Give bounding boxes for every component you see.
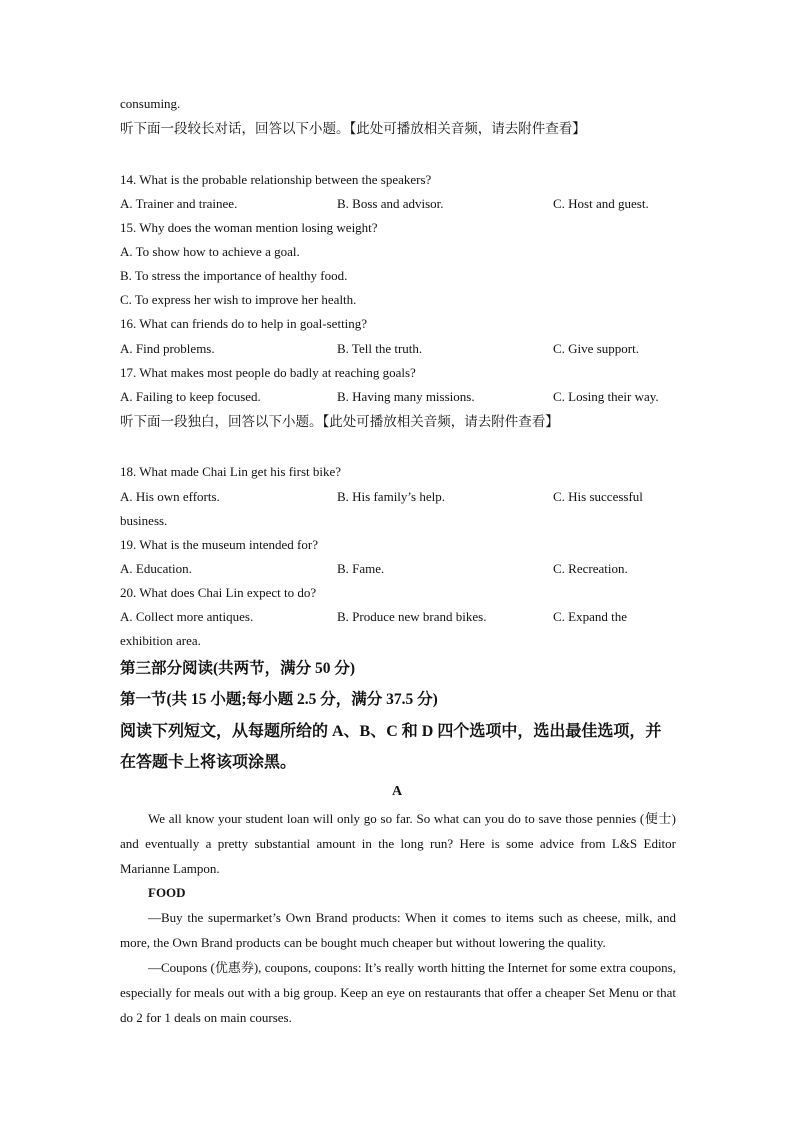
question-18: 18. What made Chai Lin get his first bike?: [120, 464, 342, 479]
section1-title: 第一节(共 15 小题;每小题 2.5 分，满分 37.5 分): [120, 691, 438, 708]
q19-option-a: A. Education.: [120, 561, 192, 576]
q16-option-b: B. Tell the truth.: [337, 341, 423, 356]
q17-option-a: A. Failing to keep focused.: [120, 389, 261, 404]
q19-option-c: C. Recreation.: [553, 561, 628, 576]
part3-title: 第三部分阅读(共两节，满分 50 分): [120, 660, 356, 677]
q17-option-c: C. Losing their way.: [553, 389, 659, 404]
q16-option-c: C. Give support.: [553, 341, 639, 356]
q14-option-a: A. Trainer and trainee.: [120, 196, 238, 211]
q15-option-c: C. To express her wish to improve her health.: [120, 292, 357, 307]
passage-label: A: [391, 784, 403, 799]
passage-intro-paragraph: We all know your student loan will only go so far. So what can you do to save those pennies (便士) and eventually a pretty substantial amount in the long run? Here is some advice from L&S Editor Marianne Lampon.: [120, 811, 676, 876]
q20-option-a: A. Collect more antiques.: [120, 609, 254, 624]
question-20: 20. What does Chai Lin expect to do?: [120, 585, 317, 600]
q17-option-b: B. Having many missions.: [337, 389, 475, 404]
q18-option-b: B. His family’s help.: [337, 489, 445, 504]
listening-instruction-dialogue: 听下面一段较长对话，回答以下小题。【此处可播放相关音频，请去附件查看】: [120, 121, 586, 136]
q20-option-b: B. Produce new brand bikes.: [337, 609, 487, 624]
question-16: 16. What can friends do to help in goal-setting?: [120, 316, 368, 331]
q18-option-c: C. His successful: [553, 489, 643, 504]
q20-option-c-continued: exhibition area.: [120, 633, 201, 648]
question-17: 17. What makes most people do badly at reaching goals?: [120, 365, 416, 380]
q14-option-c: C. Host and guest.: [553, 196, 649, 211]
q18-option-a: A. His own efforts.: [120, 489, 220, 504]
listening-instruction-monologue: 听下面一段独白，回答以下小题。【此处可播放相关音频，请去附件查看】: [120, 414, 559, 429]
q16-option-a: A. Find problems.: [120, 341, 215, 356]
q20-option-c: C. Expand the: [553, 609, 628, 624]
food-paragraph-2: —Coupons (优惠券), coupons, coupons: It’s really worth hitting the Internet for some extra coupons, especially for meals out with a big group. Keep an eye on restaurants that offer a cheaper Set Menu or that do 2 for 1 deals on main courses.: [120, 960, 676, 1025]
q18-option-c-continued: business.: [120, 513, 168, 528]
q15-option-b: B. To stress the importance of healthy food.: [120, 268, 348, 283]
food-heading: FOOD: [148, 885, 186, 900]
q19-option-b: B. Fame.: [337, 561, 385, 576]
reading-instruction-line1: 阅读下列短文，从每题所给的 A、B、C 和 D 四个选项中，选出最佳选项，并: [120, 723, 662, 740]
text-line: consuming.: [120, 96, 181, 111]
question-19: 19. What is the museum intended for?: [120, 537, 318, 552]
reading-instruction-line2: 在答题卡上将该项涂黑。: [120, 754, 297, 771]
q14-option-b: B. Boss and advisor.: [337, 196, 444, 211]
question-15: 15. Why does the woman mention losing weight?: [120, 220, 378, 235]
question-14: 14. What is the probable relationship between the speakers?: [120, 172, 432, 187]
q15-option-a: A. To show how to achieve a goal.: [120, 244, 300, 259]
food-paragraph-1: —Buy the supermarket’s Own Brand products: When it comes to items such as cheese, milk, and more, the Own Brand products can be bought much cheaper but without lowering the quality.: [120, 910, 676, 950]
